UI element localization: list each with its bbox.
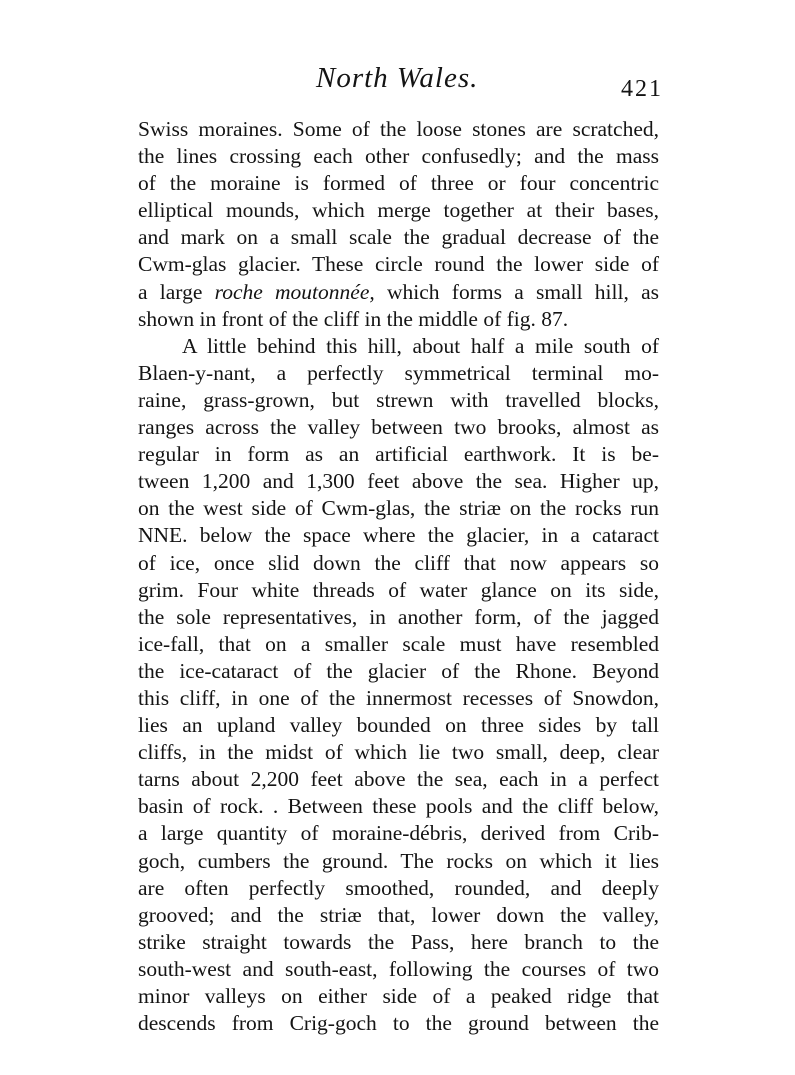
running-title: North Wales. xyxy=(316,62,479,94)
text-line: a large quantity of moraine-débris, derived from Crib- xyxy=(138,821,659,846)
text-line: goch, cumbers the ground. The rocks on which it lies xyxy=(138,848,659,873)
text-line: tween 1,200 and 1,300 feet above the sea. Higher up, xyxy=(138,469,659,494)
text-line: are often perfectly smoothed, rounded, and deeply xyxy=(138,875,659,900)
text-line: south-west and south-east, following the courses of two xyxy=(138,956,659,981)
text-line: the ice-cataract of the glacier of the Rhone. Beyond xyxy=(138,658,659,683)
text-line: ranges across the valley between two brooks, almost as xyxy=(138,415,659,440)
text-line: cliffs, in the midst of which lie two small, deep, clear xyxy=(138,740,659,765)
text-line: this cliff, in one of the innermost recesses of Snowdon, xyxy=(138,685,659,710)
text-line: regular in form as an artificial earthwork. It is be- xyxy=(138,442,659,467)
text-line: strike straight towards the Pass, here branch to the xyxy=(138,929,659,954)
text-line: minor valleys on either side of a peaked ridge that xyxy=(138,984,659,1008)
text-line: elliptical mounds, which merge together at their bases, xyxy=(138,198,659,223)
text-run: which forms a small hill, as xyxy=(374,279,660,304)
text-line: grim. Four white threads of water glance on its side, xyxy=(138,577,659,602)
text-line xyxy=(138,279,659,306)
text-line: the sole representatives, in another form, of the jagged xyxy=(138,604,659,629)
text-line: of the moraine is formed of three or four concentric xyxy=(138,171,659,196)
text-line: tarns about 2,200 feet above the sea, each in a perfect xyxy=(138,767,659,792)
text-line: grooved; and the striæ that, lower down the valley, xyxy=(138,902,659,927)
text-line: Blaen-y-nant, a perfectly symmetrical terminal mo- xyxy=(138,360,659,385)
text-line: basin of rock. . Between these pools and the cliff below, xyxy=(138,794,659,819)
text-line: descends from Crig-goch to the ground between the xyxy=(138,1011,659,1036)
body-text xyxy=(138,116,659,1037)
running-head xyxy=(0,62,795,102)
text-run: a large xyxy=(138,279,215,304)
text-line: Swiss moraines. Some of the loose stones are scratched, xyxy=(138,117,659,141)
page-number: 421 xyxy=(621,76,663,102)
text-line: raine, grass-grown, but strewn with travelled blocks, xyxy=(138,387,659,412)
text-line: shown in front of the cliff in the middle of fig. 87. xyxy=(138,306,569,331)
text-line: of ice, once slid down the cliff that now appears so xyxy=(138,550,659,575)
text-line: Cwm-glas glacier. These circle round the lower side of xyxy=(138,252,659,277)
text-line: on the west side of Cwm-glas, the striæ on the rocks run xyxy=(138,496,659,521)
paragraph-first-line: A little behind this hill, about half a mile south of xyxy=(182,333,659,358)
text-line: ice-fall, that on a smaller scale must have resembled xyxy=(138,631,659,656)
italic-term: roche moutonnée, xyxy=(214,279,375,304)
text-line: and mark on a small scale the gradual decrease of the xyxy=(138,225,659,250)
text-line: lies an upland valley bounded on three sides by tall xyxy=(138,713,659,738)
text-line: the lines crossing each other confusedly; and the mass xyxy=(138,144,659,169)
text-line: NNE. below the space where the glacier, in a cataract xyxy=(138,523,659,548)
